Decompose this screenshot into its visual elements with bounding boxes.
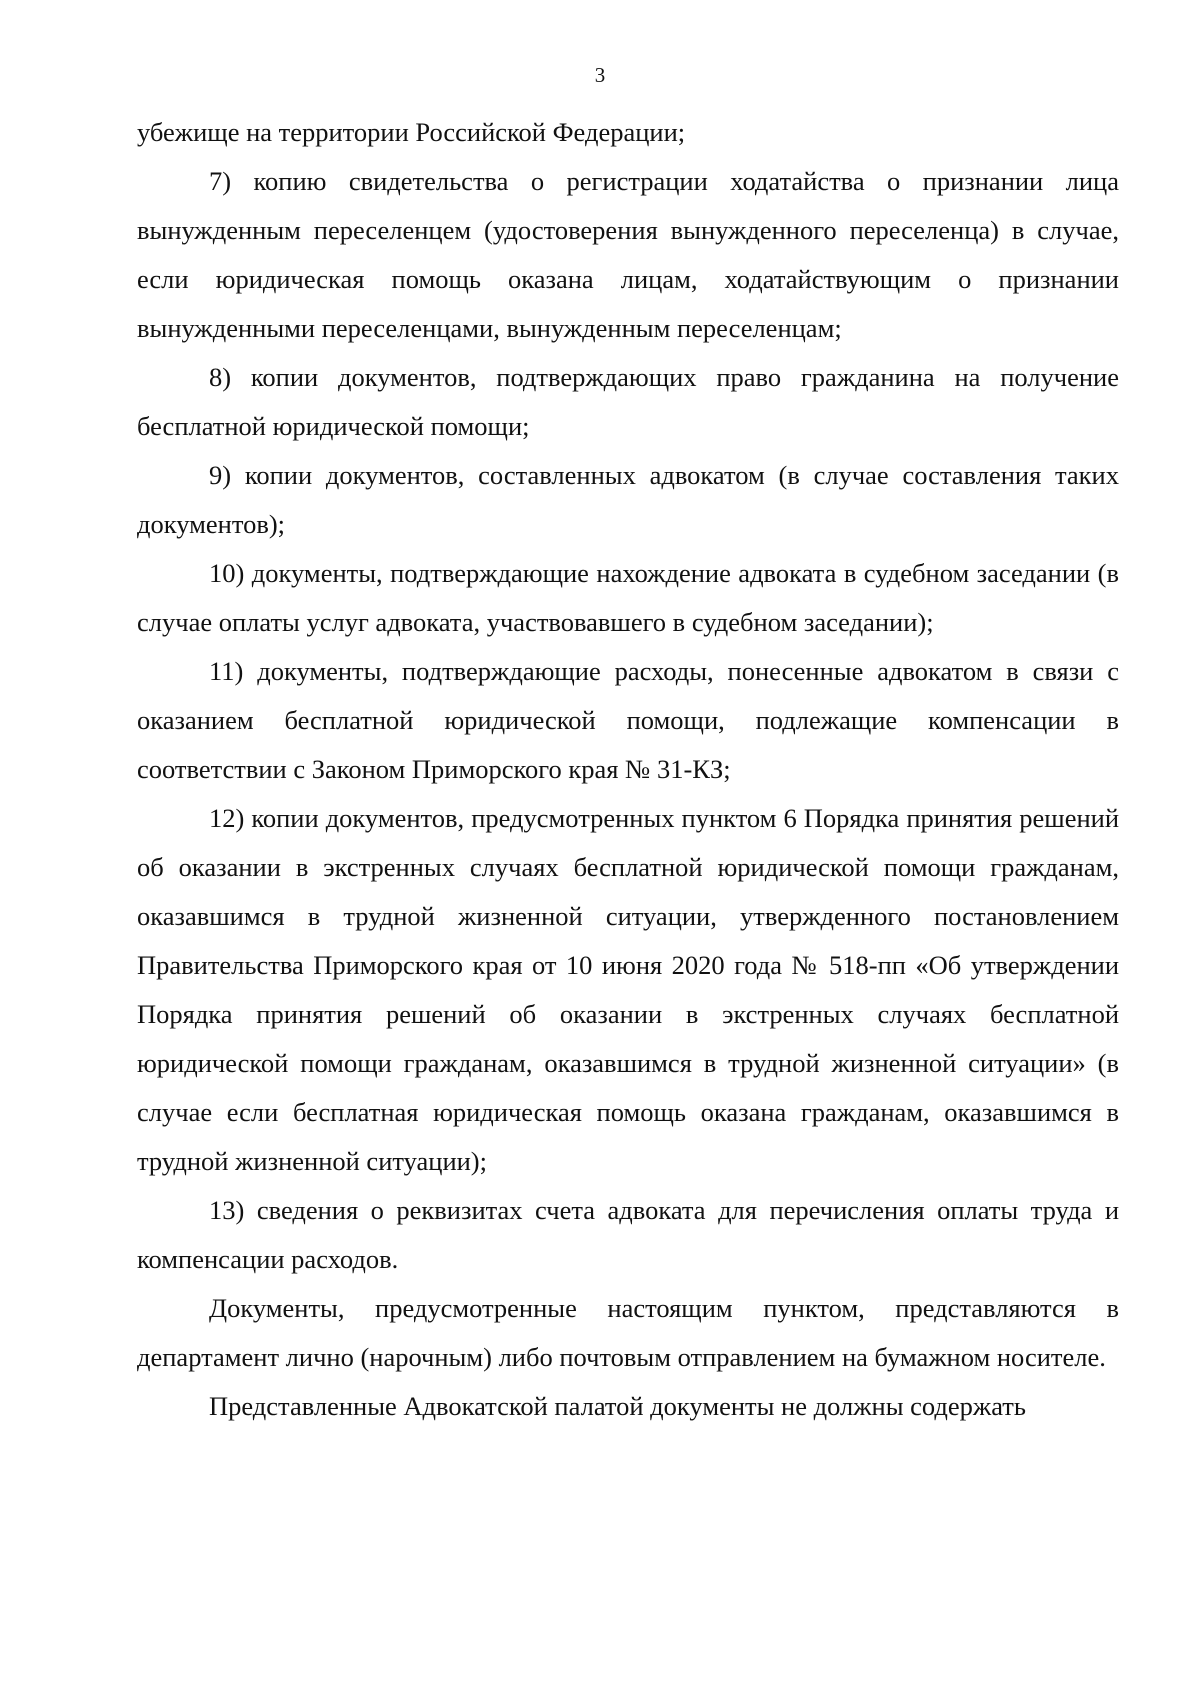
paragraph-item-8: 8) копии документов, подтверждающих право гражданина на получение бесплатной юридической помощи; bbox=[137, 362, 1119, 441]
paragraph-item-13: 13) сведения о реквизитах счета адвоката для перечисления оплаты труда и компенсации расходов. bbox=[137, 1195, 1119, 1274]
page-number: 3 bbox=[594, 63, 606, 87]
document-body bbox=[137, 108, 1119, 1431]
paragraph-requirements-start: Представленные Адвокатской палатой документы не должны содержать bbox=[209, 1391, 1026, 1421]
paragraph-item-12: 12) копии документов, предусмотренных пунктом 6 Порядка принятия решений об оказании в экстренных случаях бесплатной юридической помощи гражданам, оказавшимся в трудной жизненной ситуации, утвержденного постановлением Правительства Приморского края от 10 июня 2020 года № 518-пп «Об утверждении Порядка принятия решений об оказании в экстренных случаях бесплатной юридической помощи гражданам, оказавшимся в трудной жизненной ситуации» (в случае если бесплатная юридическая помощь оказана гражданам, оказавшимся в трудной жизненной ситуации); bbox=[137, 803, 1119, 1176]
paragraph-asylum-continuation: убежище на территории Российской Федерации; bbox=[137, 117, 686, 147]
paragraph-item-9: 9) копии документов, составленных адвокатом (в случае составления таких документов); bbox=[137, 460, 1119, 539]
paragraph-item-10: 10) документы, подтверждающие нахождение адвоката в судебном заседании (в случае оплаты услуг адвоката, участвовавшего в судебном заседании); bbox=[137, 558, 1119, 637]
paragraph-submission-method: Документы, предусмотренные настоящим пунктом, представляются в департамент лично (нарочным) либо почтовым отправлением на бумажном носителе. bbox=[137, 1293, 1119, 1372]
paragraph-item-11: 11) документы, подтверждающие расходы, понесенные адвокатом в связи с оказанием бесплатной юридической помощи, подлежащие компенсации в соответствии с Законом Приморского края № 31-КЗ; bbox=[137, 656, 1119, 784]
paragraph-item-7: 7) копию свидетельства о регистрации ходатайства о признании лица вынужденным переселенцем (удостоверения вынужденного переселенца) в случае, если юридическая помощь оказана лицам, ходатайствующим о признании вынужденными переселенцами, вынужденным переселенцам; bbox=[137, 166, 1119, 343]
